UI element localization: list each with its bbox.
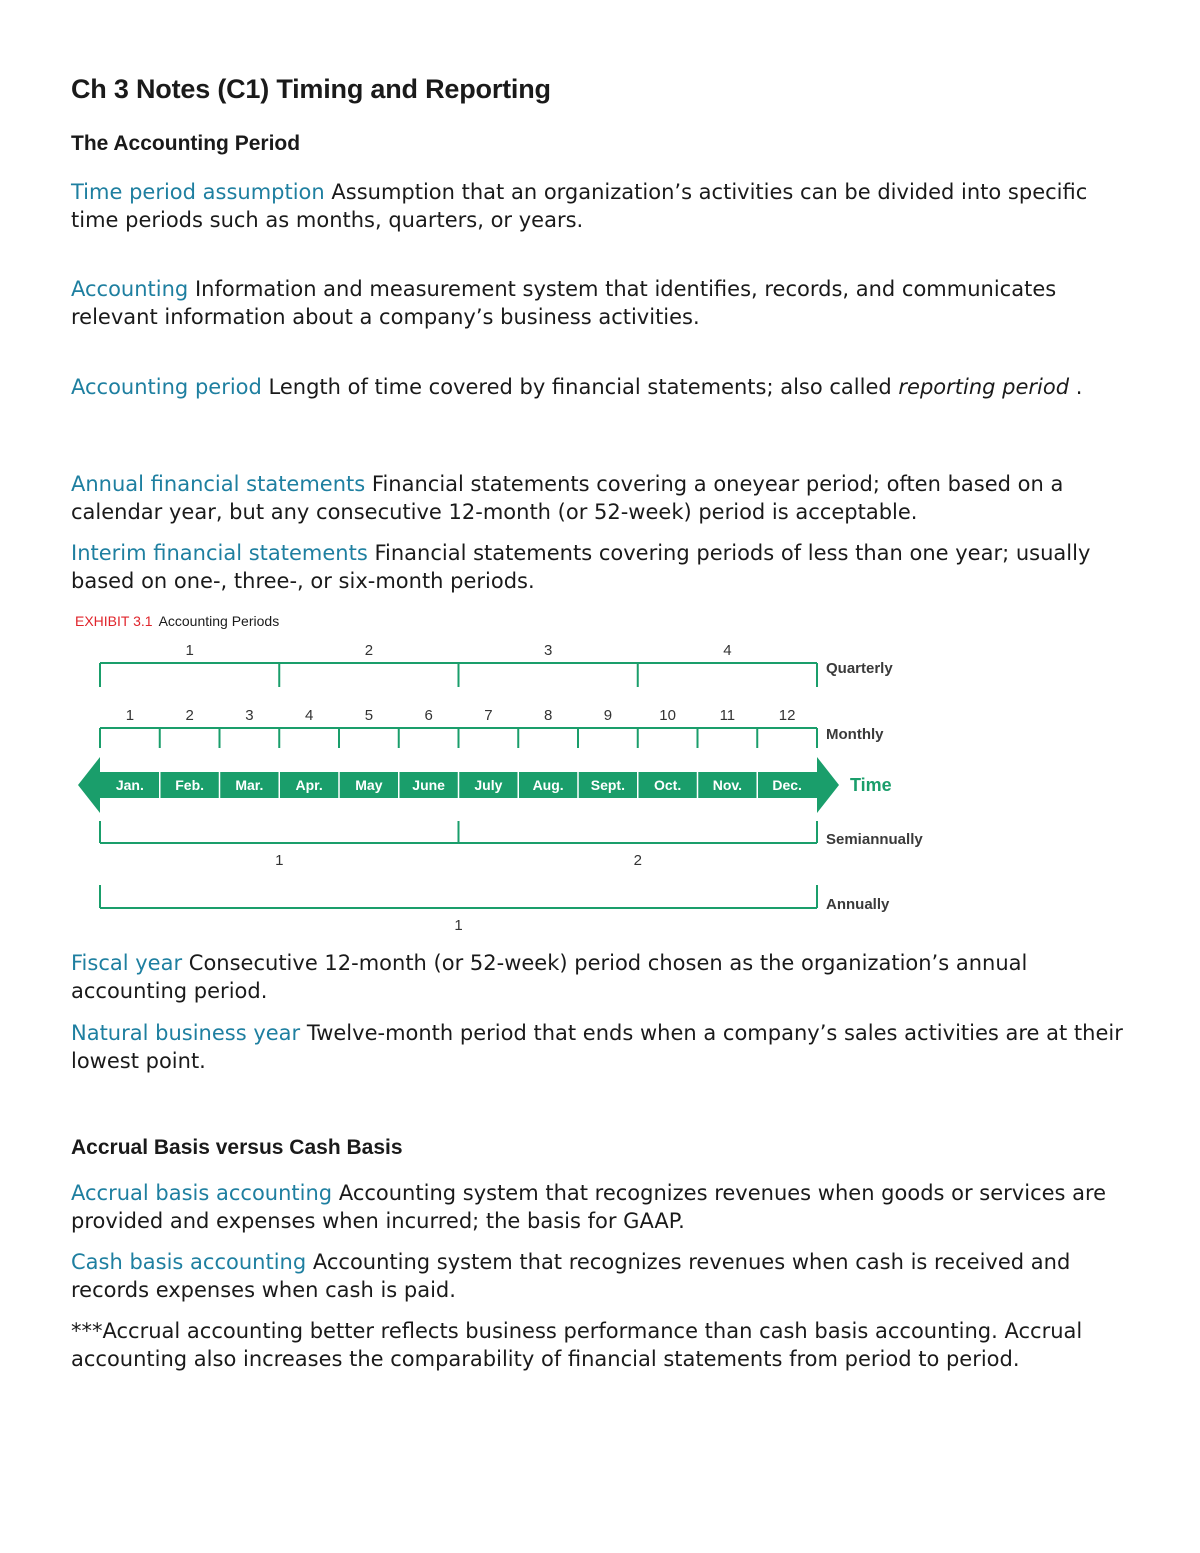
definition-text: Financial statements covering a oneyear period; often based on a calendar year, but any consecutive 12-month (or 52-week) period is acceptable. (71, 472, 1064, 524)
definition-tail: . (1069, 375, 1083, 399)
term: Fiscal year (71, 951, 183, 975)
month-label: May (355, 777, 383, 793)
definition-text: Twelve-month period that ends when a company’s sales activities are at their lowest point. (71, 1021, 1123, 1073)
monthly-number: 6 (424, 707, 433, 724)
semiannually-number: 2 (633, 852, 642, 869)
timeline-arrow-right-head (817, 757, 839, 813)
month-label: Dec. (772, 777, 802, 793)
month-label: Sept. (590, 777, 625, 793)
definition-text: Accounting system that recognizes revenues when cash is received and records expenses when cash is paid. (71, 1250, 1071, 1302)
monthly-number: 9 (603, 707, 613, 724)
annually-number: 1 (454, 917, 463, 934)
definition-time-period-assumption (71, 179, 1141, 234)
monthly-number: 2 (185, 707, 194, 724)
month-label: Aug. (532, 777, 564, 793)
month-label: Feb. (175, 777, 205, 793)
definition-text: Consecutive 12-month (or 52-week) period chosen as the organization’s annual accounting period. (71, 951, 1028, 1003)
section-heading-accrual-vs-cash: Accrual Basis versus Cash Basis (71, 1136, 403, 1159)
definition-accounting (71, 276, 1141, 331)
note-accrual-accounting: ***Accrual accounting better reflects business performance than cash basis accounting. Accrual accounting also increases the comparability of financial statements from period to period. (71, 1319, 1083, 1371)
monthly-number: 7 (484, 707, 493, 724)
monthly-number: 10 (659, 707, 676, 724)
month-label: Jan. (115, 777, 144, 793)
definition-cash-basis-accounting (71, 1249, 1141, 1304)
definition-text: Assumption that an organization’s activities can be divided into specific time periods such as months, quarters, or years. (71, 180, 1088, 232)
quarterly-number: 1 (185, 642, 194, 659)
quarterly-number: 2 (364, 642, 374, 659)
term: Annual financial statements (71, 472, 366, 496)
timeline-arrow-left-head (78, 757, 100, 813)
term: Interim financial statements (71, 541, 368, 565)
exhibit-title (75, 613, 279, 629)
month-label: Mar. (235, 777, 264, 793)
definition-text: Information and measurement system that identifies, records, and communicates relevant information about a company’s business activities. (71, 277, 1057, 329)
term: Cash basis accounting (71, 1250, 307, 1274)
monthly-number: 12 (778, 707, 796, 724)
month-label: Nov. (712, 777, 743, 793)
month-label: June (412, 777, 445, 793)
exhibit-label: EXHIBIT 3.1 (75, 613, 153, 629)
time-label: Time (850, 775, 892, 795)
section-heading-accounting-period: The Accounting Period (71, 132, 301, 155)
definition-text: Financial statements covering periods of less than one year; usually based on one-, three-, or six-month periods. (71, 541, 1091, 593)
monthly-number: 4 (304, 707, 314, 724)
monthly-number: 11 (719, 707, 736, 724)
term: Accounting (71, 277, 189, 301)
timeline-arrow (78, 757, 839, 813)
month-label: Apr. (295, 777, 323, 793)
month-label: July (474, 777, 503, 793)
month-label: Oct. (654, 777, 682, 793)
definition-accrual-basis-accounting (71, 1180, 1141, 1235)
monthly-label: Monthly (826, 726, 884, 743)
definition-fiscal-year (71, 950, 1141, 1005)
quarterly-label: Quarterly (826, 660, 893, 677)
term: Time period assumption (71, 180, 325, 204)
term: Natural business year (71, 1021, 301, 1045)
exhibit-accounting-periods (0, 600, 1200, 945)
monthly-number: 5 (364, 707, 374, 724)
quarterly-number: 3 (543, 642, 553, 659)
semiannually-label: Semiannually (826, 831, 923, 848)
definition-accounting-period (71, 374, 1141, 402)
quarterly-number: 4 (723, 642, 732, 659)
page-title: Ch 3 Notes (C1) Timing and Reporting (71, 74, 551, 104)
monthly-number: 3 (245, 707, 254, 724)
definition-natural-business-year (71, 1020, 1141, 1075)
definition-annual-financial-statements (71, 471, 1141, 526)
term: Accounting period (71, 375, 262, 399)
definition-interim-financial-statements (71, 540, 1141, 595)
term: Accrual basis accounting (71, 1181, 333, 1205)
definition-italic: reporting period (898, 375, 1070, 399)
exhibit-caption: Accounting Periods (158, 613, 280, 629)
definition-text: Accounting system that recognizes revenues when goods or services are provided and expenses when incurred; the basis for GAAP. (71, 1181, 1107, 1233)
monthly-number: 8 (543, 707, 553, 724)
semiannually-number: 1 (275, 852, 284, 869)
monthly-number: 1 (125, 707, 135, 724)
annually-label: Annually (826, 896, 890, 913)
definition-text: Length of time covered by financial statements; also called (261, 375, 899, 399)
